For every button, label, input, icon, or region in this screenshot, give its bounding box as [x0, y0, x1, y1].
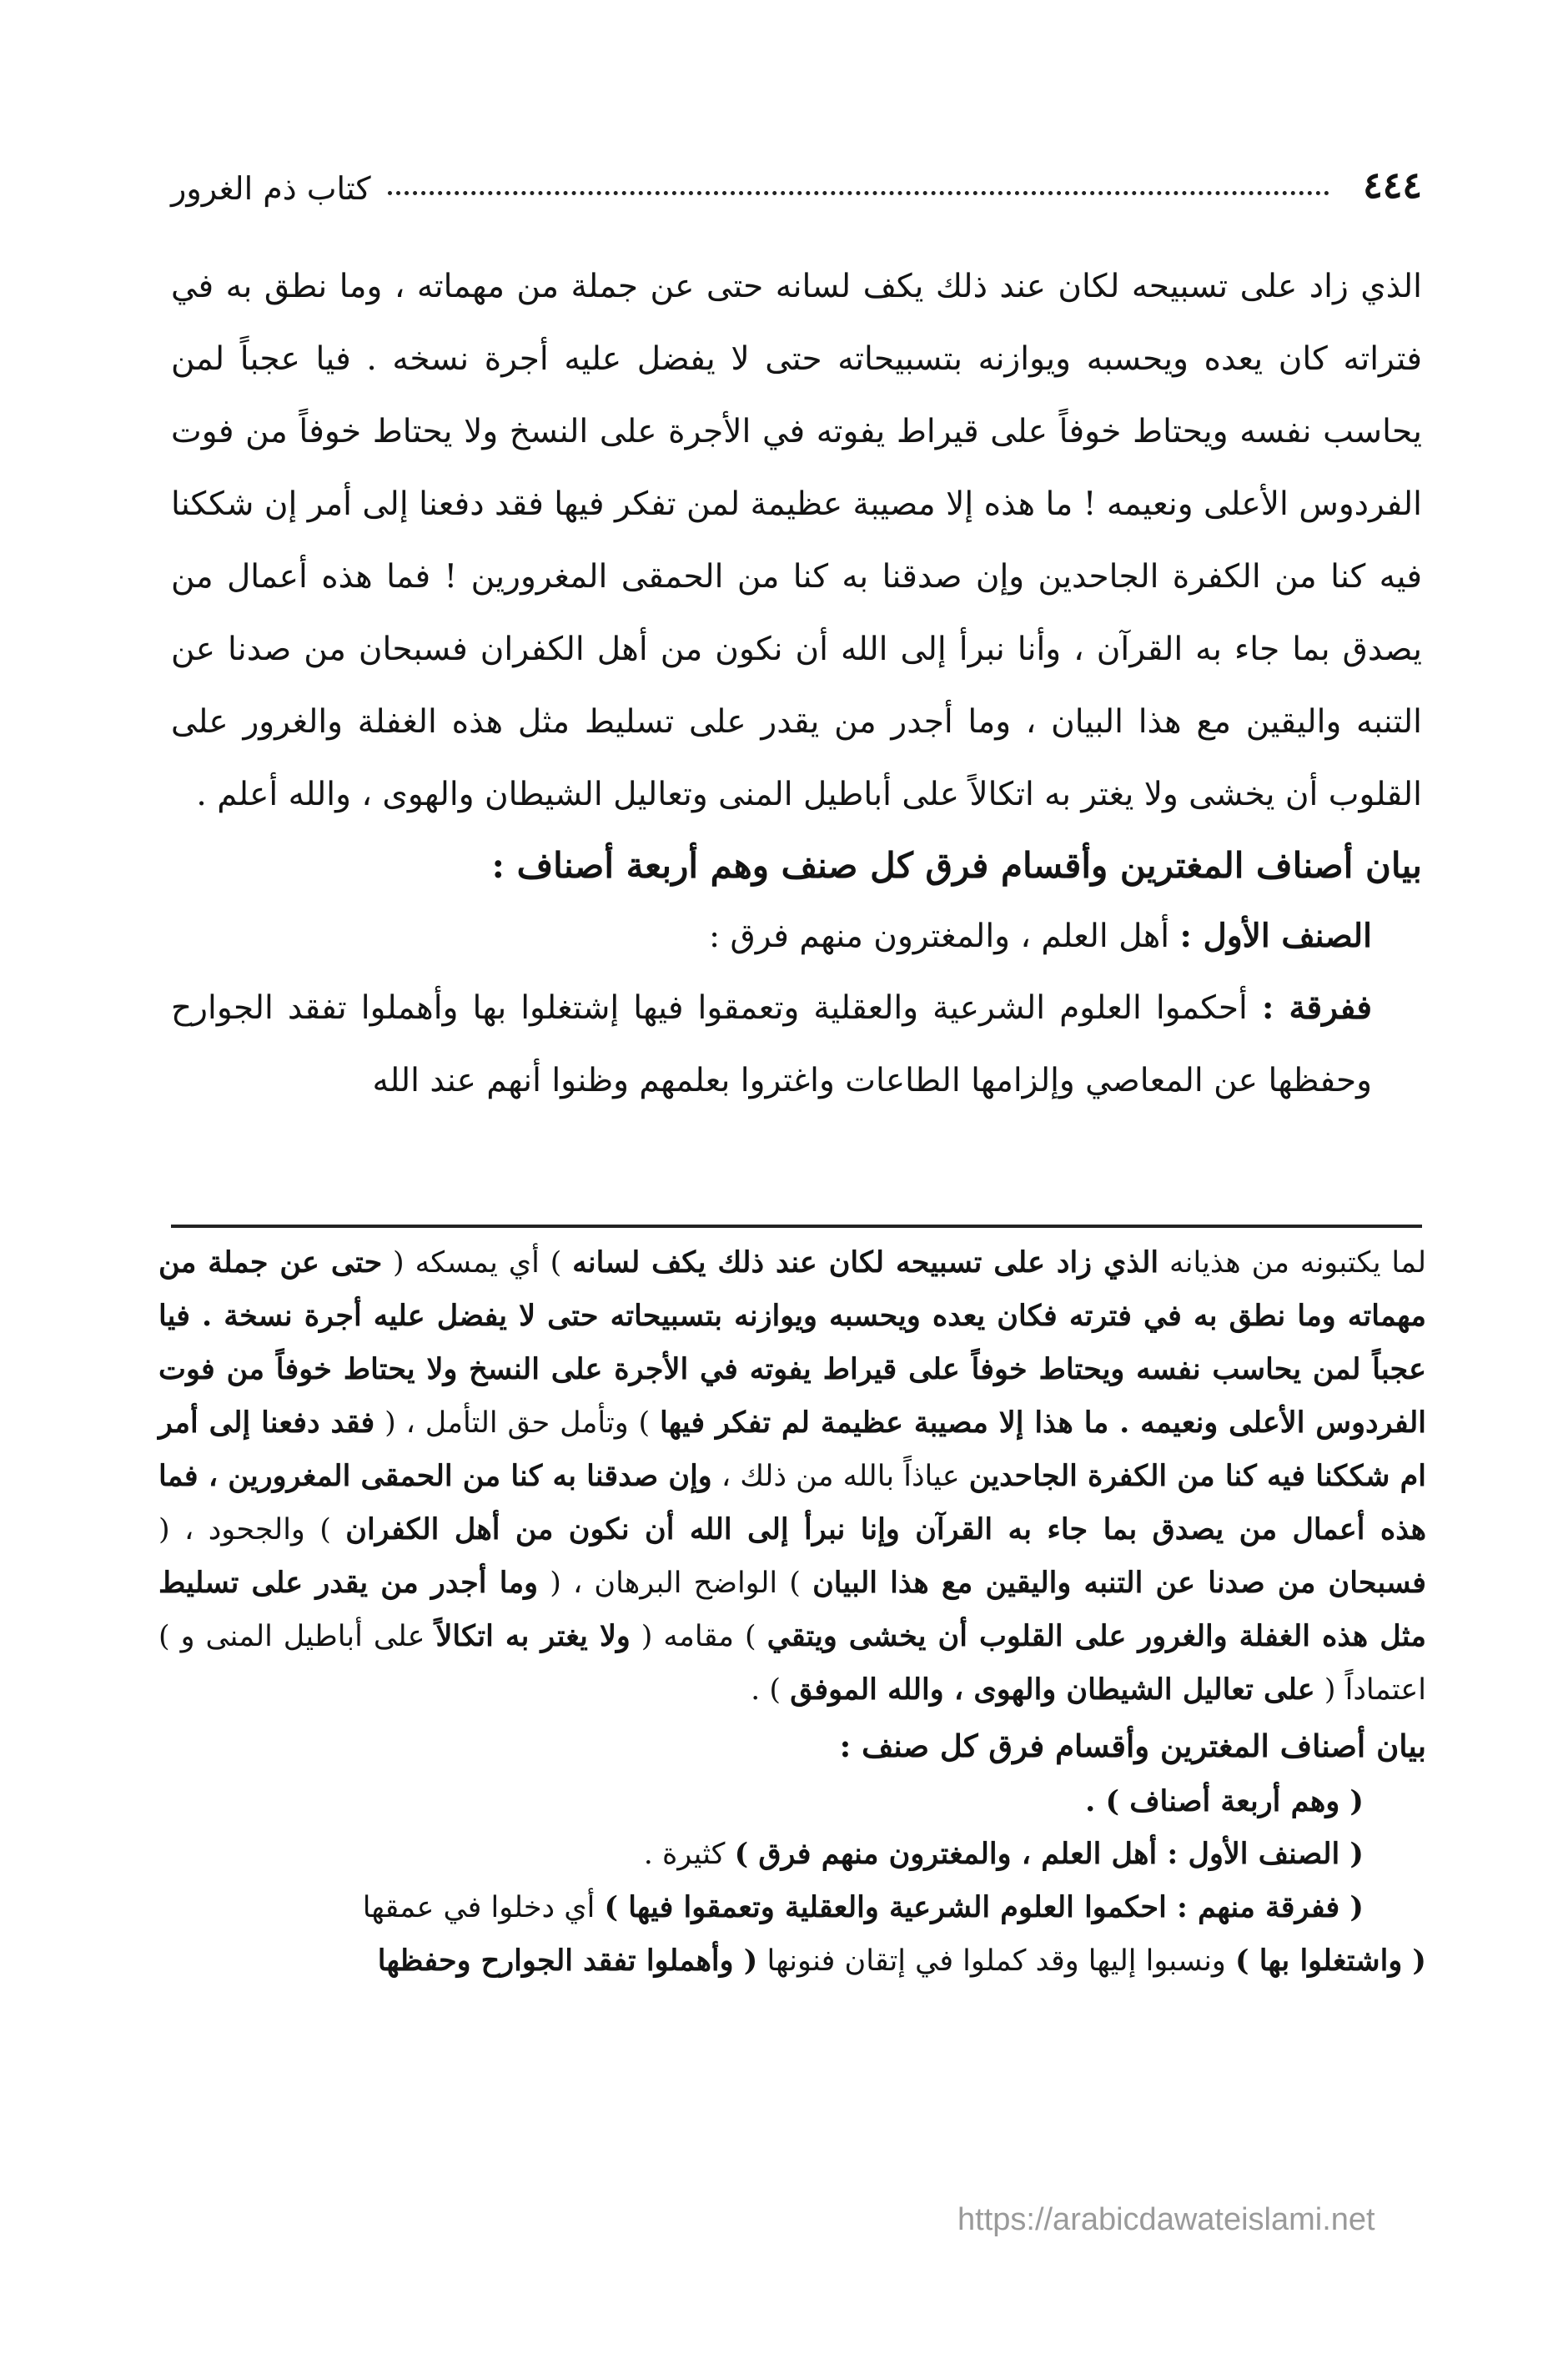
commentary-text: والجحود ،: [184, 1513, 305, 1547]
commentary-text: ونسبوا إليها وقد كملوا في إتقان فنونها: [766, 1944, 1226, 1978]
commentary-quote: الذي زاد على تسبيحه لكان عند ذلك يكف لسانه: [572, 1245, 1159, 1280]
main-paragraph: الذي زاد على تسبيحه لكان عند ذلك يكف لسانه حتى عن جملة من مهماته ، وما نطق به في فتراته كان يعده ويحسبه ويوازنه بتسبيحاته حتى لا يفضل عليه أجرة نسخه . فيا عجباً لمن يحاسب نفسه ويحتاط خوفاً على قيراط يفوته في الأجرة على النسخ ولا يحتاط خوفاً من فوت الفردوس الأعلى ونعيمه ! ما هذه إلا مصيبة عظيمة لمن تفكر فيها فقد دفعنا إلى أمر إن شككنا فيه كنا من الكفرة الجاحدين وإن صدقنا به كنا من الحمقى المغرورين ! فما هذه أعمال من يصدق بما جاء به القرآن ، وأنا نبرأ إلى الله أن نكون من أهل الكفران فسبحان من صدنا عن التنبه واليقين مع هذا البيان ، وما أجدر من يقدر على تسليط مثل هذه الغفلة والغرور على القلوب أن يخشى ولا يغتر به اتكالاً على أباطيل المنى وتعاليل الشيطان والهوى ، والله أعلم .: [171, 268, 1422, 813]
commentary-text: أي يمسكه: [415, 1246, 540, 1280]
commentary-line: [158, 1934, 1426, 1988]
page-number: ٤٤٤: [1363, 164, 1422, 207]
commentary-quote: ( ففرقة منهم : احكموا العلوم الشرعية والعقلية وتعمقوا فيها ): [604, 1890, 1364, 1924]
commentary-quote: ( واشتغلوا بها ): [1234, 1944, 1426, 1978]
commentary-line: [158, 1881, 1426, 1934]
commentary-text: لما يكتبونه من هذيانه: [1168, 1246, 1426, 1280]
commentary-quote: على تعاليل الشيطان والهوى ، والله الموفق: [790, 1672, 1315, 1707]
commentary-line: ( وهم أربعة أصناف ) .: [1085, 1784, 1364, 1818]
commentary-quote: حتى عن جملة من مهماته وما نطق به في فترته فكان يعده ويحسبه ويوازنه بتسبيحاته حتى لا يفضل عليه أجرة نسخة . فيا عجباً لمن يحاسب نفسه ويحتاط خوفاً على قيراط يفوته في الأجرة على النسخ ولا يحتاط خوفاً من فوت الفردوس الأعلى ونعيمه . ما هذا إلا مصيبة عظيمة لم تفكر فيها: [158, 1245, 1426, 1440]
commentary-quote: فسبحان من صدنا عن التنبه واليقين مع هذا البيان: [812, 1566, 1426, 1600]
source-watermark: https://arabicdawateislami.net: [957, 2202, 1375, 2237]
commentary-quote: وإن صدقنا به كنا من الحمقى المغرورين ، فما هذه أعمال من يصدق بما جاء به القرآن وإنا نبرأ إلى الله أن نكون من أهل الكفران: [158, 1459, 1427, 1547]
sect-text: أحكموا العلوم الشرعية والعقلية وتعمقوا فيها إشتغلوا بها وأهملوا تفقد الجوارح وحفظها عن المعاصي وإلزامها الطاعات واغتروا بعلمهم وظنوا أنهم عند الله: [171, 989, 1372, 1099]
sect-label: ففرقة :: [1261, 988, 1372, 1027]
commentary-quote: ( وأهملوا تفقد الجوارح وحفظها: [377, 1944, 758, 1978]
commentary-heading: بيان أصناف المغترين وأقسام فرق كل صنف :: [839, 1728, 1426, 1764]
page-header: [171, 148, 1422, 207]
header-divider: [388, 191, 1329, 195]
commentary: [158, 1236, 1426, 1988]
sect-paragraph: [171, 972, 1422, 1117]
commentary-text: الواضح البرهان ،: [572, 1567, 778, 1600]
first-class-label: الصنف الأول :: [1179, 917, 1372, 955]
commentary-quote: وما أجدر من يقدر على تسليط مثل هذه الغفلة والغرور على القلوب أن يخشى ويتقي: [158, 1566, 1427, 1653]
commentary-quote: فقد دفعنا إلى أمر ام شككنا فيه كنا من الكفرة الجاحدين: [158, 1406, 1426, 1493]
section-heading: بيان أصناف المغترين وأقسام فرق كل صنف وهم أربعة أصناف :: [491, 845, 1422, 886]
main-text: [171, 250, 1422, 1117]
commentary-text: أي دخلوا في عمقها: [362, 1891, 596, 1924]
book-title: كتاب ذم الغرور: [171, 170, 371, 207]
commentary-text: مقامه: [663, 1620, 735, 1653]
commentary-quote: ولا يغتر به اتكالاً: [435, 1619, 631, 1653]
first-class-line: [171, 901, 1422, 972]
commentary-text: اعتماداً: [1344, 1673, 1426, 1707]
commentary-line: [158, 1828, 1426, 1881]
commentary-text: كثيرة .: [643, 1838, 726, 1871]
commentary-text: وتأمل حق التأمل ،: [405, 1406, 629, 1440]
first-class-text: أهل العلم ، والمغترون منهم فرق :: [708, 918, 1170, 955]
commentary-paragraph: لما يكتبونه من هذيانه الذي زاد على تسبيحه لكان عند ذلك يكف لسانه ) أي يمسكه ( حتى عن جملة من مهماته وما نطق به في فترته فكان يعده ويحسبه ويوازنه بتسبيحاته حتى لا يفضل عليه أجرة نسخة . فيا عجباً لمن يحاسب نفسه ويحتاط خوفاً على قيراط يفوته في الأجرة على النسخ ولا يحتاط خوفاً من فوت الفردوس الأعلى ونعيمه . ما هذا إلا مصيبة عظيمة لم تفكر فيها ) وتأمل حق التأمل ، ( فقد دفعنا إلى أمر ام شككنا فيه كنا من الكفرة الجاحدين عياذاً بالله من ذلك ، وإن صدقنا به كنا من الحمقى المغرورين ، فما هذه أعمال من يصدق بما جاء به القرآن وإنا نبرأ إلى الله أن نكون من أهل الكفران ) والجحود ، ( فسبحان من صدنا عن التنبه واليقين مع هذا البيان ) الواضح البرهان ، ( وما أجدر من يقدر على تسليط مثل هذه الغفلة والغرور على القلوب أن يخشى ويتقي ) مقامه ( ولا يغتر به اتكالاً على أباطيل المنى و ) اعتماداً ( على تعاليل الشيطان والهوى ، والله الموفق ) .: [158, 1245, 1427, 1707]
commentary-quote: ( الصنف الأول : أهل العلم ، والمغترون منهم فرق ): [734, 1837, 1364, 1871]
commentary-text: عياذاً بالله من ذلك ،: [721, 1460, 960, 1493]
commentary-text: على أباطيل المنى و: [180, 1620, 425, 1653]
footnote-rule: [171, 1225, 1422, 1228]
